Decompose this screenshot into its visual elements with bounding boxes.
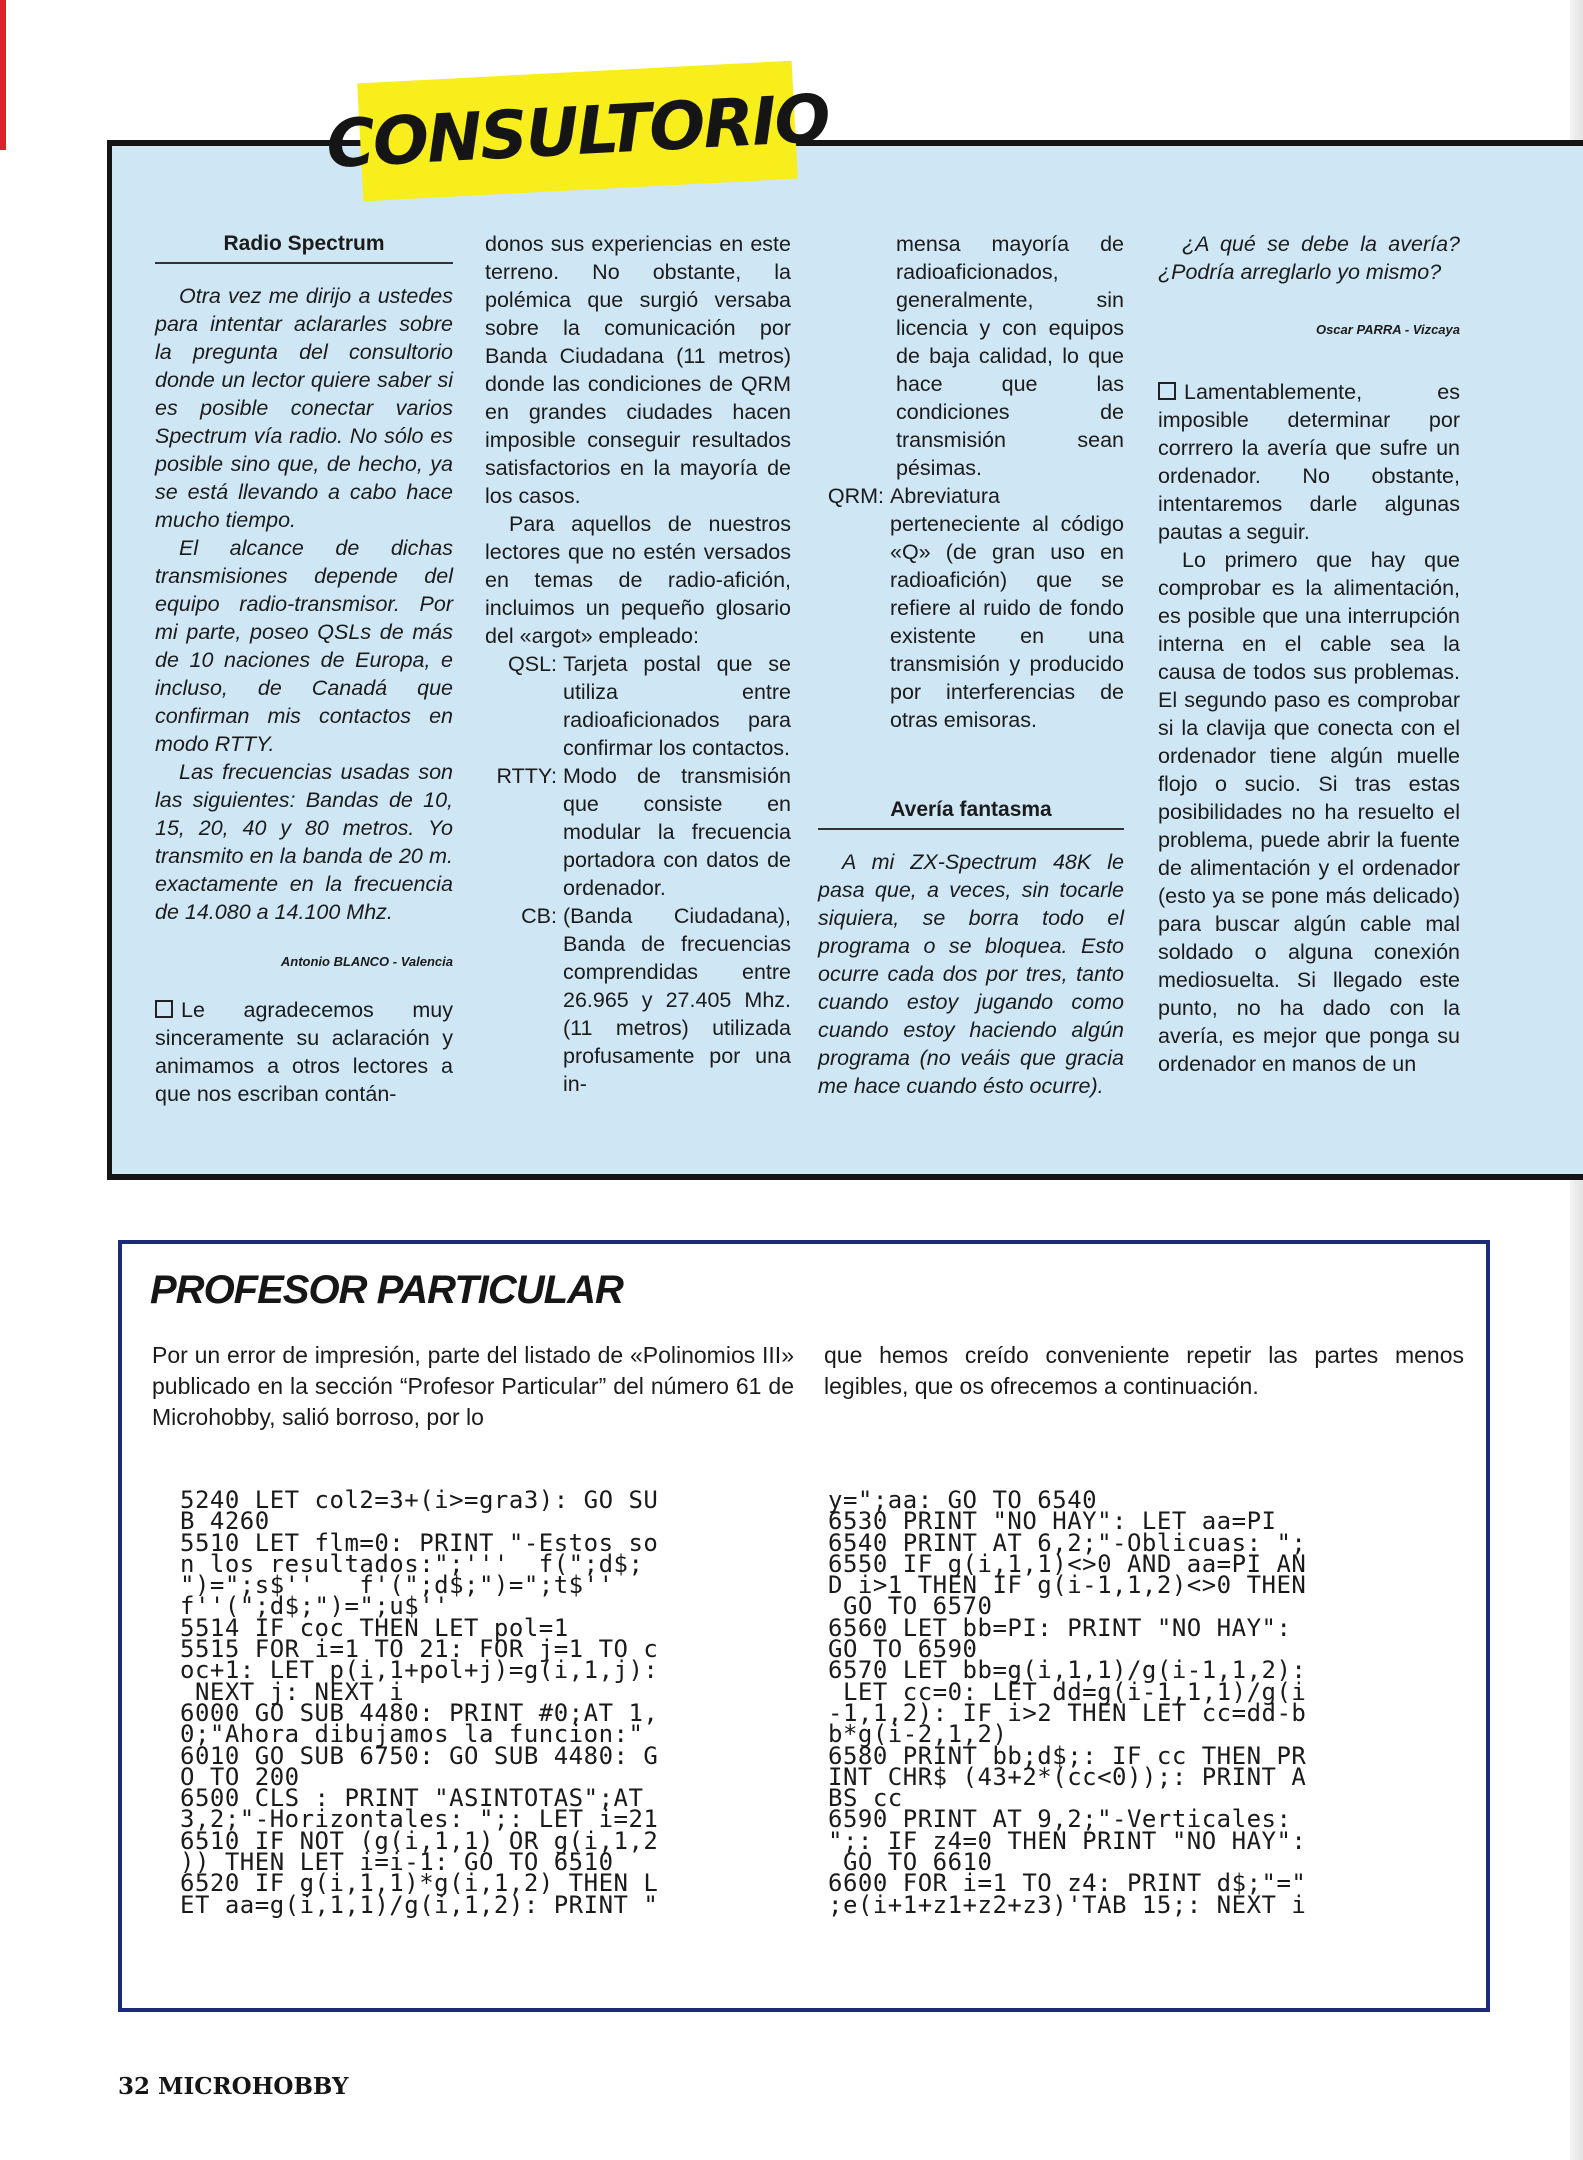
page-number: 32 — [118, 2073, 151, 2100]
glossary-term: CB: — [521, 904, 557, 928]
answer-text: Le agradecemos muy sinceramente su aclaración y animamos a otros lectores a que nos escriban contán- — [155, 998, 453, 1106]
glossary-definition: Abreviatura perteneciente al código «Q» (de gran uso en radioafición) que se refiere al ruido de fondo existente en una transmisión y producido por interferencias de otras emisoras. — [890, 484, 1124, 732]
consultorio-column-1 — [155, 230, 453, 1108]
letter-paragraph: Otra vez me dirijo a ustedes para intentar aclararles sobre la pregunta del consultorio donde un lector quiere saber si es posible conectar varios Spectrum vía radio. No sólo es posible sino que, de hecho, ya se está llevando a cabo hace mucho tiempo. — [155, 284, 453, 532]
answer-box-icon — [155, 1000, 173, 1018]
letter-paragraph: El alcance de dichas transmisiones depende del equipo radio-transmisor. Por mi parte, poseo QSLs de más de 10 naciones de Europa, e incluso, de Canadá que confirman mis contactos en modo RTTY. — [155, 536, 453, 756]
letter-signature: Antonio BLANCO - Valencia — [280, 954, 453, 969]
page-edge-marker — [0, 0, 6, 150]
profesor-intro-right: que hemos creído conveniente repetir las partes menos legibles, que os ofrecemos a continuación. — [824, 1342, 1464, 1399]
answer-paragraph: mensa mayoría de radioaficionados, generalmente, sin licencia y con equipos de baja calidad, lo que hace que las condiciones de transmisión sean pésimas. — [896, 232, 1124, 480]
profesor-intro-left: Por un error de impresión, parte del listado de «Polinomios III» publicado en la sección “Profesor Particular” del número 61 de Microhobby, salió borroso, por lo — [152, 1342, 794, 1430]
letter-paragraph: A mi ZX-Spectrum 48K le pasa que, a veces, sin tocarle siquiera, se borra todo el programa o se bloquea. Esto ocurre cada dos por tres, tanto cuando estoy jugando como cuando estoy haciendo algún programa (no veáis que gracia me hace cuando ésto ocurre). — [818, 850, 1124, 1098]
answer-paragraph: Lo primero que hay que comprobar es la alimentación, es posible que una interrupción interna en el cable sea la causa de todos sus problemas. El segundo paso es comprobar si la clavija que conecta con el ordenador tiene algún muelle flojo o sucio. Si tras estas posibilidades no ha resuelto el problema, puede abrir la fuente de alimentación y el ordenador (esto ya se pone más delicado) para buscar algún cable mal soldado o alguna conexión mediosuelta. Si llegado este punto, no ha dado con la avería, es mejor que ponga su ordenador en manos de un — [1158, 548, 1460, 1076]
glossary-definition: Tarjeta postal que se utiliza entre radioaficionados para confirmar los contactos. — [563, 652, 791, 760]
answer-paragraph: donos sus experiencias en este terreno. No obstante, la polémica que surgió versaba sobre la comunicación por Banda Ciudadana (11 metros) donde las condiciones de QRM en grandes ciudades hacen imposible conseguir resultados satisfactorios en la mayoría de los casos. — [485, 232, 791, 508]
glossary-item — [485, 762, 791, 902]
glossary-definition: Modo de transmisión que consiste en modular la frecuencia portadora con datos de ordenador. — [563, 764, 791, 900]
basic-listing-right: y=";aa: GO TO 6540 6530 PRINT "NO HAY": LET aa=PI 6540 PRINT AT 6,2;"-Oblicuas: "; 6550 IF g(i,1,1)<>0 AND aa=PI AN D i>1 THEN IF g(i-1,1,2)<>0 THEN GO TO 6570 6560 LET bb=PI: PRINT "NO HAY": GO TO 6590 6570 LET bb=g(i,1,1)/g(i-1,1,2): LET cc=0: LET dd=g(i-1,1,1)/g(i -1,1,2): IF i>2 THEN LET cc=dd-b b*g(i-2,1,2) 6580 PRINT bb;d$;: IF cc THEN PR INT CHR$ (43+2*(cc<0));: PRINT A BS cc 6590 PRINT AT 9,2;"-Verticales: ";: IF z4=0 THEN PRINT "NO HAY": GO TO 6610 6600 FOR i=1 TO z4: PRINT d$;"=" ;e(i+1+z1+z2+z3)'TAB 15;: NEXT i — [828, 1486, 1307, 1919]
glossary-item — [812, 482, 1124, 734]
consultorio-title-banner — [324, 61, 831, 202]
magazine-name: MICROHOBBY — [158, 2073, 349, 2100]
glossary-term: RTTY: — [496, 764, 557, 788]
letter-signature: Oscar PARRA - Vizcaya — [1315, 322, 1460, 337]
section-heading-averia-fantasma: Avería fantasma — [818, 796, 1124, 830]
section-heading-radio-spectrum: Radio Spectrum — [155, 230, 453, 264]
answer-paragraph — [1158, 378, 1460, 546]
consultorio-column-3 — [818, 230, 1124, 1100]
glossary-definition: (Banda Ciudadana), Banda de frecuencias comprendidas entre 26.965 y 27.405 Mhz. (11 metros) utilizada profusamente por una in- — [563, 904, 791, 1096]
answer-box-icon — [1158, 382, 1176, 400]
letter-paragraph: ¿A qué se debe la avería? ¿Podría arreglarlo yo mismo? — [1158, 232, 1460, 284]
letter-paragraph: Las frecuencias usadas son las siguientes: Bandas de 10, 15, 20, 40 y 80 metros. Yo transmito en la banda de 20 m. exactamente en la frecuencia de 14.080 a 14.100 Mhz. — [155, 760, 453, 924]
consultorio-title: CONSULTORIO — [324, 79, 831, 183]
page-footer — [118, 2073, 348, 2100]
profesor-particular-title: PROFESOR PARTICULAR — [150, 1268, 623, 1312]
answer-text: Lamentablemente, es imposible determinar por corrrero la avería que sufre un ordenador. No obstante, intentaremos darle algunas pautas a seguir. — [1158, 380, 1460, 544]
consultorio-column-4 — [1158, 230, 1460, 1078]
answer-paragraph: Para aquellos de nuestros lectores que no estén versados en temas de radio-afición, incluimos un pequeño glosario del «argot» empleado: — [485, 512, 791, 648]
basic-listing-left: 5240 LET col2=3+(i>=gra3): GO SU B 4260 5510 LET flm=0: PRINT "-Estos so n los resultados:";''' f(";d$; ")=";s$'' f'(";d$;")=";t$'' f''(";d$;")=";u$'' 5514 IF coc THEN LET pol=1 5515 FOR i=1 TO 21: FOR j=1 TO c oc+1: LET p(i,1+pol+j)=g(i,1,j): NEXT j: NEXT i 6000 GO SUB 4480: PRINT #0;AT 1, 0;"Ahora dibujamos la funcion:" 6010 GO SUB 6750: GO SUB 4480: G O TO 200 6500 CLS : PRINT "ASINTOTAS";AT 3,2;"-Horizontales: ";: LET i=21 6510 IF NOT (g(i,1,1) OR g(i,1,2 )) THEN LET i=i-1: GO TO 6510 6520 IF g(i,1,1)*g(i,1,2) THEN L ET aa=g(i,1,1)/g(i,1,2): PRINT " — [180, 1486, 659, 1919]
answer-paragraph — [155, 996, 453, 1108]
glossary-term: QSL: — [508, 652, 557, 676]
glossary-item — [485, 902, 791, 1098]
glossary-item — [485, 650, 791, 762]
glossary-term: QRM: — [827, 484, 884, 508]
consultorio-column-2 — [485, 230, 791, 1098]
